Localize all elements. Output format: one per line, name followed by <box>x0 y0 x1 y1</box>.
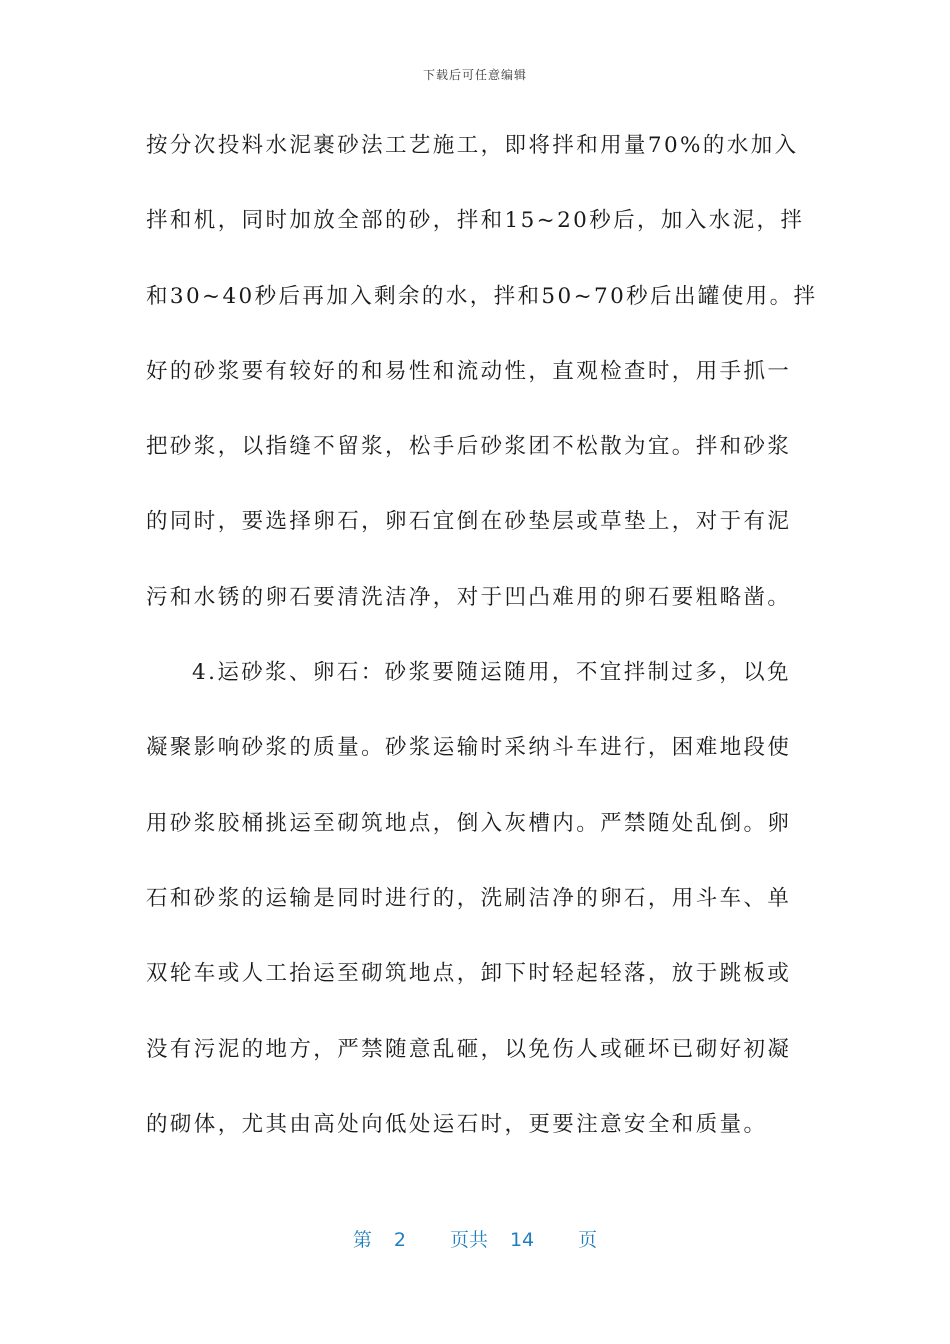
paragraph-line: 把砂浆，以指缝不留浆，松手后砂浆团不松散为宜。拌和砂浆 <box>146 434 792 460</box>
total-pages-number: 14 <box>509 1229 535 1251</box>
paragraph-line: 双轮车或人工抬运至砌筑地点，卸下时轻起轻落，放于跳板或 <box>146 961 792 987</box>
paragraph-line: 的同时，要选择卵石，卵石宜倒在砂垫层或草垫上，对于有泥 <box>146 509 792 535</box>
paragraph-line: 凝聚影响砂浆的质量。砂浆运输时采纳斗车进行，困难地段使 <box>146 735 792 761</box>
paragraph-line: 没有污泥的地方，严禁随意乱砸，以免伤人或砸坏已砌好初凝 <box>146 1036 792 1062</box>
paragraph-line: 拌和机，同时加放全部的砂，拌和15~20秒后，加入水泥，拌 <box>146 208 805 234</box>
paragraph-line: 好的砂浆要有较好的和易性和流动性，直观检查时，用手抓一 <box>146 358 792 384</box>
paragraph-line: 石和砂浆的运输是同时进行的，洗刷洁净的卵石，用斗车、单 <box>146 885 792 911</box>
paragraph-line: 按分次投料水泥裹砂法工艺施工，即将拌和用量70%的水加入 <box>146 133 799 158</box>
paragraph-line: 污和水锈的卵石要清洗洁净，对于凹凸难用的卵石要粗略凿。 <box>146 584 792 610</box>
current-page-number: 2 <box>393 1229 406 1251</box>
paragraph-line: 用砂浆胶桶挑运至砌筑地点，倒入灰槽内。严禁随处乱倒。卵 <box>146 810 792 836</box>
page-label-prefix: 第 <box>352 1229 372 1251</box>
paragraph-line: 和30~40秒后再加入剩余的水，拌和50~70秒后出罐使用。拌 <box>146 283 818 309</box>
header-note: 下载后可任意编辑 <box>422 68 527 82</box>
document-body <box>146 124 818 1178</box>
page-label-suffix: 页 <box>578 1229 598 1251</box>
paragraph-line: 的砌体，尤其由高处向低处运石时，更要注意安全和质量。 <box>146 1111 768 1137</box>
page-label-mid: 页共 <box>449 1229 488 1251</box>
page-number-footer <box>0 1225 950 1252</box>
section-heading-line: 4.运砂浆、卵石：砂浆要随运随用，不宜拌制过多，以免 <box>192 660 791 686</box>
